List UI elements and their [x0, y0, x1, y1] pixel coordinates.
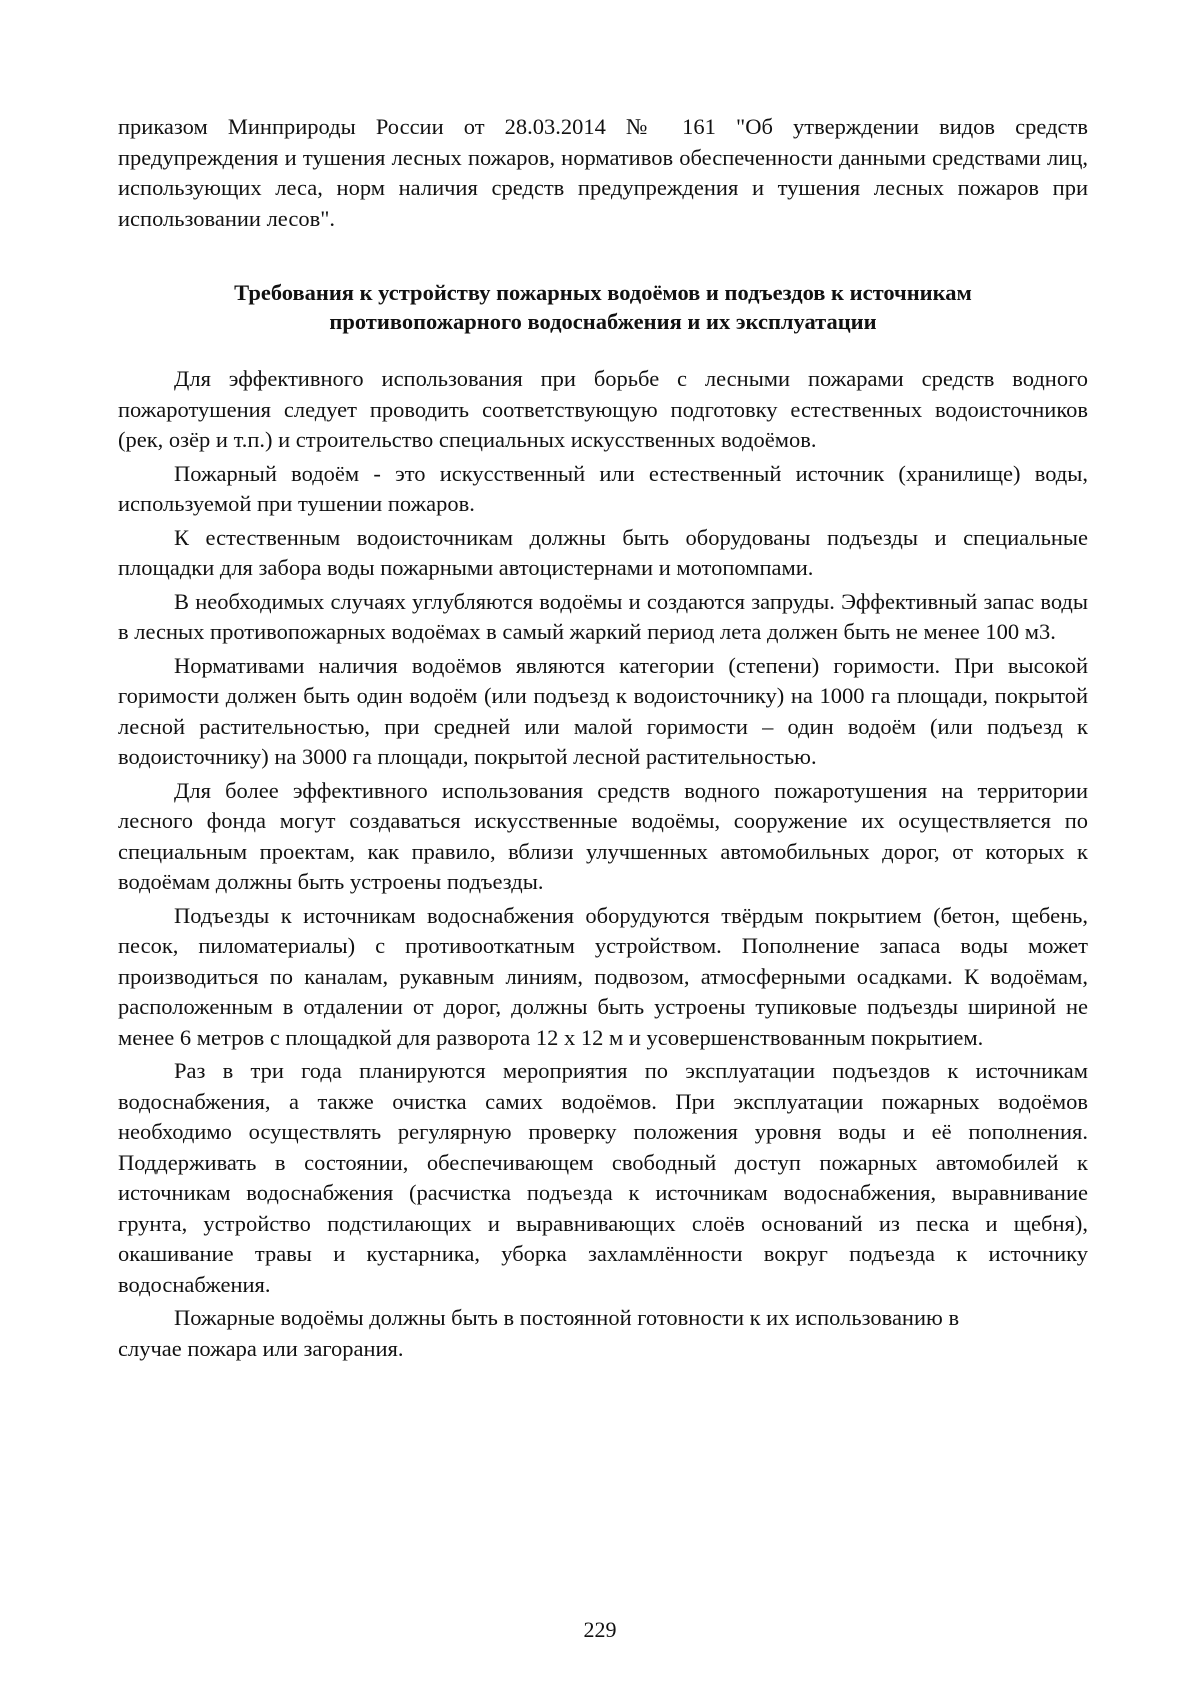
paragraph-2: Пожарный водоём - это искусственный или естественный источник (хранилище) воды, используемой при тушении пожаров.: [118, 460, 1088, 516]
paragraph-1: Для эффективного использования при борьбе с лесными пожарами средств водного пожаротушения следует проводить соответствующую подготовку естественных водоисточников (рек, озёр и т.п.) и строительство специальных искусственных водоёмов.: [118, 366, 1088, 452]
document-page: [118, 112, 1088, 1367]
intro-paragraph: приказом Минприроды России от 28.03.2014 № 161 "Об утверждении видов средств предупреждения и тушения лесных пожаров, нормативов обеспеченности данными средствами лиц, использующих леса, норм наличия средств предупреждения и тушения лесных пожаров при использовании лесов".: [118, 114, 1088, 231]
section-heading-line-2: противопожарного водоснабжения и их эксплуатации: [329, 309, 877, 334]
section-heading: [118, 278, 1088, 336]
paragraph-4: В необходимых случаях углубляются водоёмы и создаются запруды. Эффективный запас воды в лесных противопожарных водоёмах в самый жаркий период лета должен быть не менее 100 м3.: [118, 588, 1088, 644]
paragraph-6: Для более эффективного использования средств водного пожаротушения на территории лесного фонда могут создаваться искусственные водоёмы, сооружение их осуществляется по специальным проектам, как правило, вблизи улучшенных автомобильных дорог, от которых к водоёмам должны быть устроены подъезды.: [118, 777, 1088, 894]
page-number: 229: [583, 1617, 617, 1642]
paragraph-7: Подъезды к источникам водоснабжения оборудуются твёрдым покрытием (бетон, щебень, песок, пиломатериалы) с противооткатным устройством. Пополнение запаса воды может производиться по каналам, рукавным линиям, подвозом, атмосферными осадками. К водоёмам, расположенным в отдалении от дорог, должны быть устроены тупиковые подъезды шириной не менее 6 метров с площадкой для разворота 12 х 12 м и усовершенствованным покрытием.: [118, 902, 1088, 1050]
paragraph-3: К естественным водоисточникам должны быть оборудованы подъезды и специальные площадки для забора воды пожарными автоцистернами и мотопомпами.: [118, 524, 1088, 580]
section-heading-line-1: Требования к устройству пожарных водоёмов и подъездов к источникам: [234, 280, 972, 305]
paragraph-9: Пожарные водоёмы должны быть в постоянной готовности к их использованию в случае пожара или загорания.: [118, 1305, 960, 1361]
paragraph-8: Раз в три года планируются мероприятия по эксплуатации подъездов к источникам водоснабжения, а также очистка самих водоёмов. При эксплуатации пожарных водоёмов необходимо осуществлять регулярную проверку положения уровня воды и её пополнения. Поддерживать в состоянии, обеспечивающем свободный доступ пожарных автомобилей к источникам водоснабжения (расчистка подъезда к источникам водоснабжения, выравнивание грунта, устройство подстилающих и выравнивающих слоёв оснований из песка и щебня), окашивание травы и кустарника, уборка захламлённости вокруг подъезда к источнику водоснабжения.: [118, 1058, 1088, 1297]
section-body: [118, 364, 1088, 1364]
paragraph-5: Нормативами наличия водоёмов являются категории (степени) горимости. При высокой горимости должен быть один водоём (или подъезд к водоисточнику) на 1000 га площади, покрытой лесной растительностью, при средней или малой горимости – один водоём (или подъезд к водоисточнику) на 3000 га площади, покрытой лесной растительностью.: [118, 652, 1088, 769]
